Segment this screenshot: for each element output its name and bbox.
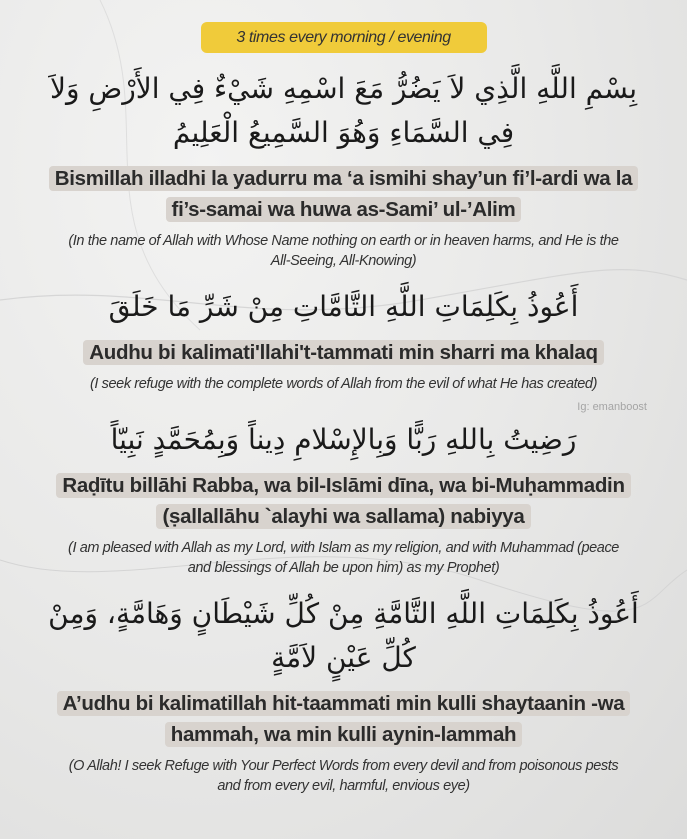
- dua-1: [0, 67, 687, 271]
- dua-4-arabic: أَعُوذُ بِكَلِمَاتِ اللَّهِ التَّامَّةِ مِنْ كُلِّ شَيْطَانٍ وَهَامَّةٍ، وَمِنْ كُلِّ عَيْنٍ لاَمَّةٍ: [48, 597, 639, 674]
- dua-4-transliteration-text: A’udhu bi kalimatillah hit-taammati min kulli shaytaanin -wa hammah, wa min kulli aynin-lammah: [57, 691, 631, 747]
- dua-1-arabic: بِسْمِ اللَّهِ الَّذِي لاَ يَضُرُّ مَعَ اسْمِهِ شَيْءٌ فِي الأَرْضِ وَلاَ فِي السَّمَاءِ وَهُوَ السَّمِيعُ الْعَلِيمُ: [49, 72, 638, 149]
- dua-2-arabic: أَعُوذُ بِكَلِمَاتِ اللَّهِ التَّامَّاتِ مِنْ شَرِّ مَا خَلَقَ: [108, 290, 579, 323]
- dua-2: [0, 285, 687, 394]
- dua-1-transliteration: [40, 163, 647, 225]
- dua-3-arabic: رَضِيتُ بِاللهِ رَبًّا وَبِالإِسْلامِ دِيناً وَبِمُحَمَّدٍ نَبِيّاً: [110, 423, 577, 456]
- dua-2-transliteration-text: Audhu bi kalimati'llahi't-tammati min sharri ma khalaq: [83, 340, 603, 365]
- dua-4-transliteration: [40, 688, 647, 750]
- frequency-badge: 3 times every morning / evening: [201, 22, 487, 53]
- dua-4-translation: (O Allah! I seek Refuge with Your Perfect Words from every devil and from poisonous pests and from every evil, harmful, envious eye): [68, 758, 619, 794]
- dua-3-transliteration-text: Raḍītu billāhi Rabba, wa bil-Islāmi dīna, wa bi-Muḥammadin (ṣallallāhu `alayhi wa sallama) nabiyya: [56, 473, 630, 529]
- watermark: Ig: emanboost: [577, 401, 647, 413]
- dua-2-transliteration: [40, 337, 647, 368]
- dua-3-translation: (I am pleased with Allah as my Lord, with Islam as my religion, and with Muhammad (peace and blessings of Allah be upon him) as my Prophet): [68, 540, 619, 576]
- dua-3: [0, 418, 687, 578]
- dua-1-translation: (In the name of Allah with Whose Name nothing on earth or in heaven harms, and He is the All-Seeing, All-Knowing): [68, 233, 619, 269]
- dua-1-transliteration-text: Bismillah illadhi la yadurru ma ‘a ismihi shay’un fi’l-ardi wa la fi’s-samai wa huwa as-Sami’ ul-’Alim: [49, 166, 638, 222]
- dua-3-transliteration: [40, 470, 647, 532]
- dua-4: [0, 592, 687, 796]
- dua-2-translation: (I seek refuge with the complete words of Allah from the evil of what He has created): [89, 376, 598, 392]
